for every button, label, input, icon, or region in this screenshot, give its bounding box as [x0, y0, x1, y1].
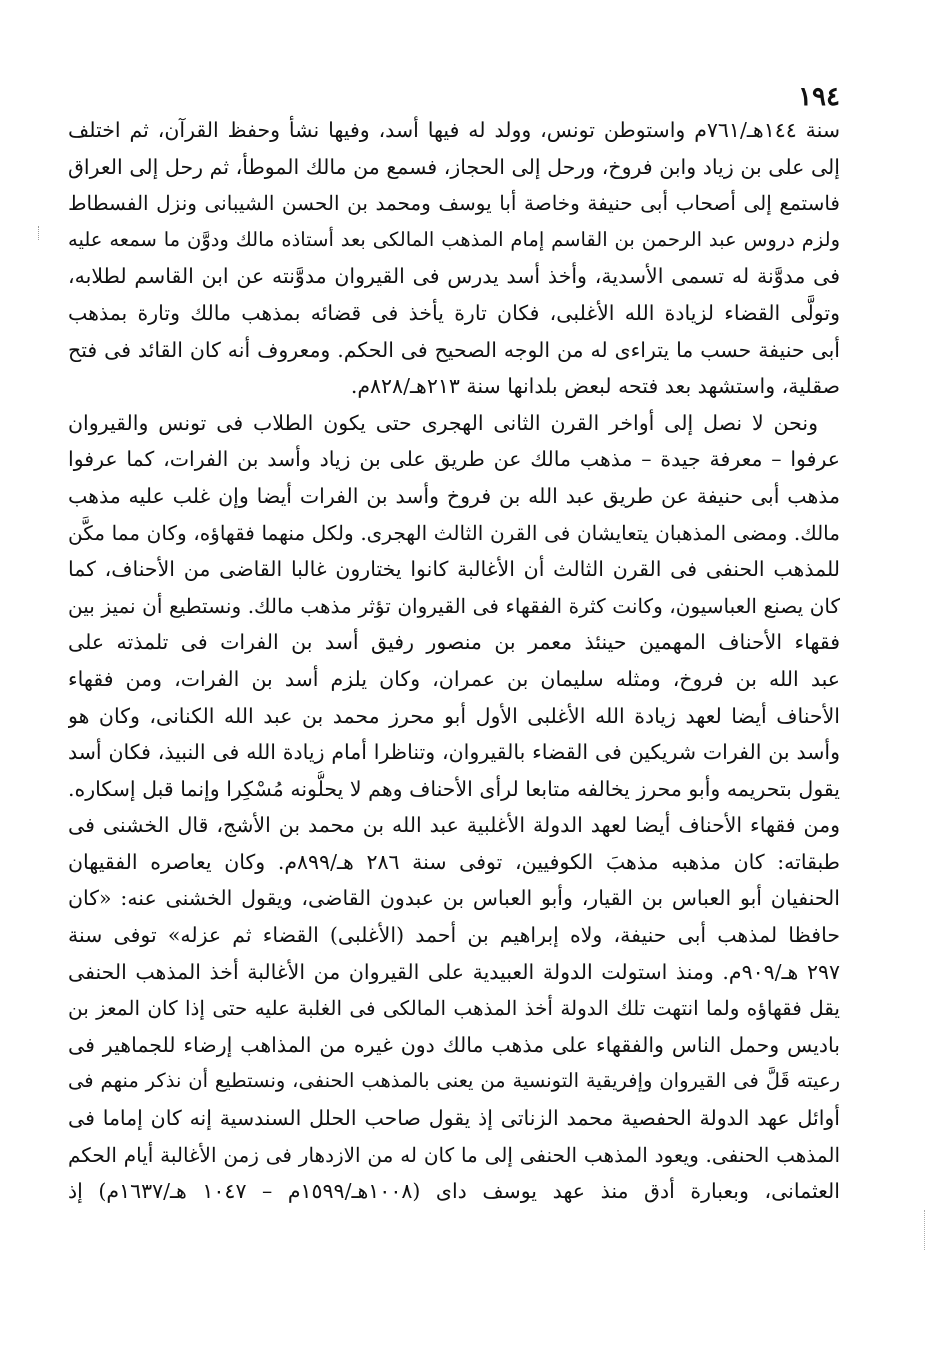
text-line: رعيته قَلَّ فى القيروان وإفريقية التونسية من يعنى بالمذهب الحنفى، ونستطيع أن نذكر منهم فى	[68, 1069, 840, 1093]
text-line: حافظا لمذهب أبى حنيفة، ولاه إبراهيم بن أحمد (الأغلبى) القضاء ثم عزله» توفى سنة	[68, 923, 840, 948]
text-line: عرفوا – معرفة جيدة – مذهب مالك عن طريق على بن زياد وأسد بن الفرات، كما عرفوا	[68, 447, 840, 472]
margin-mark	[38, 226, 43, 240]
text-line: يقل فقهاؤه ولما انتهت تلك الدولة أخذ المذهب المالكى فى الغلبة عليه حتى إذا كان المعز بن	[68, 996, 840, 1021]
edge-mark	[914, 1210, 925, 1250]
text-line: يقول بتحريمه وأبو محرز يخالفه متابعا لرأى الأحناف وهم لا يحلُّونه مُسْكِرا وإنما قبل إسكاره.	[68, 776, 840, 801]
text-line: باديس وحمل الناس والفقهاء على مذهب مالك دون غيره من المذاهب إرضاء للجماهير فى	[68, 1032, 840, 1057]
text-line: الأحناف أيضا لعهد زيادة الله الأغلبى الأول أبو محرز محمد بن عبد الله الكنانى، وكان هو	[68, 703, 840, 728]
text-line: ولزم دروس عبد الرحمن بن القاسم إمام المذهب المالكى بعد أستاذه مالك ودوَّن ما سمعه عليه	[68, 227, 840, 251]
text-line: مالك. ومضى المذهبان يتعايشان فى القرن الثالث الهجرى. ولكل منهما فقهاؤه، وكان مما مكَّن	[68, 520, 840, 545]
text-line: العثمانى، وبعبارة أدق منذ عهد يوسف داى (١٠٠٨هـ/١٥٩٩م – ١٠٤٧ هـ/١٦٣٧م) إذ	[68, 1179, 840, 1204]
text-line: أبى حنيفة حسب ما يتراءى له من الوجه الصحيح فى الحكم. ومعروف أنه كان القائد فى فتح	[68, 337, 840, 362]
text-line: فى مدوَّنة له تسمى الأسدية، وأخذ أسد يدرس فى القيروان مدوَّنته عن ابن القاسم لطلابه،	[68, 264, 840, 289]
text-line: وأسد بن الفرات شريكين فى القضاء بالقيروان، وتناظرا أمام زيادة الله فى النبيذ، فكان أسد	[68, 740, 840, 765]
text-line: مذهب أبى حنيفة عن طريق عبد الله بن فروخ وأسد بن الفرات أيضا وإن غلب عليه مذهب	[68, 483, 840, 508]
text-line: الحنفيان أبو العباس بن القيار، وأبو العباس بن عبدون القاضى، ويقول الخشنى عنه: «كان	[68, 886, 840, 911]
body-text	[68, 112, 840, 1210]
text-line: المذهب الحنفى. ويعود المذهب الحنفى إلى ما كان له من الازدهار فى زمن الأغالبة أيام الحكم	[68, 1142, 840, 1167]
text-line: عبد الله بن فروخ، ومثله سليمان بن عمران، وكان يلزم أسد بن الفرات، ومن فقهاء	[68, 666, 840, 691]
text-line: صقلية، واستشهد بعد فتحه لبعض بلدانها سنة ٢١٣هـ/٨٢٨م.	[350, 374, 840, 399]
text-line: ٢٩٧ هـ/٩٠٩م. ومنذ استولت الدولة العبيدية على القيروان من الأغالبة أخذ المذهب الحنفى	[68, 959, 840, 984]
text-line: أوائل عهد الدولة الحفصية محمد الزناتى إذ يقول صاحب الحلل السندسية إنه كان إماما فى	[68, 1106, 840, 1131]
page-number: ١٩٤	[798, 82, 840, 112]
text-line: ونحن لا نصل إلى أواخر القرن الثانى الهجرى حتى يكون الطلاب فى تونس والقيروان	[68, 410, 818, 435]
text-line: طبقاته: كان مذهبه مذهبَ الكوفيين، توفى سنة ٢٨٦ هـ/٨٩٩م. وكان يعاصره الفقيهان	[68, 849, 840, 874]
text-line: ومن فقهاء الأحناف أيضا لعهد الدولة الأغلبية عبد الله بن محمد بن الأشج، قال الخشنى فى	[68, 813, 840, 838]
text-line: للمذهب الحنفى فى القرن الثالث أن الأغالبة كانوا يختارون غالبا القاضى من الأحناف، كما	[68, 557, 840, 582]
text-line: فاستمع إلى أصحاب أبى حنيفة وخاصة أبا يوسف ومحمد بن الحسن الشيبانى ونزل الفسطاط	[68, 191, 840, 216]
text-line: وتولَّى القضاء لزيادة الله الأغلبى، فكان تارة يأخذ فى قضائه بمذهب مالك وتارة بمذهب	[68, 300, 840, 325]
text-line: إلى على بن زياد وابن فروخ، ورحل إلى الحجاز، فسمع من مالك الموطأ، ثم رحل إلى العراق	[68, 154, 840, 179]
text-line: سنة ١٤٤هـ/٧٦١م واستوطن تونس، وولد له فيها أسد، وفيها نشأ وحفظ القرآن، ثم اختلف	[68, 118, 840, 142]
text-line: كان يصنع العباسيون، وكانت كثرة الفقهاء فى القيروان تؤثر مذهب مالك. ونستطيع أن نميز بين	[68, 593, 840, 618]
text-line: فقهاء الأحناف المهمين حينئذ معمر بن منصور رفيق أسد بن الفرات فى تلمذته على	[68, 630, 840, 655]
